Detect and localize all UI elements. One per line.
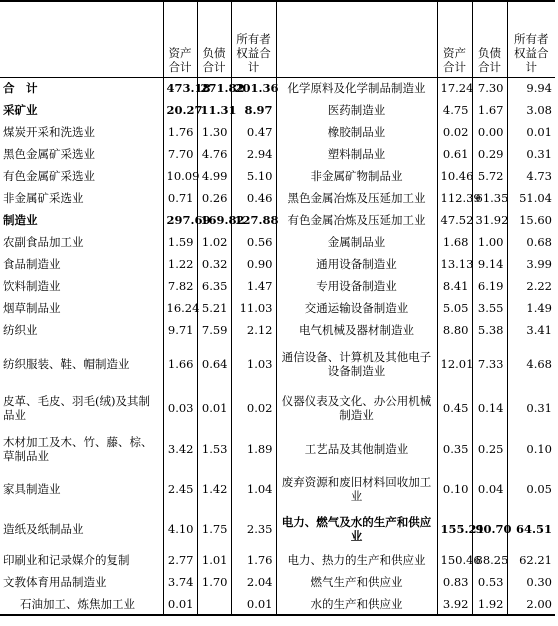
- industry-name-left: 皮革、毛皮、羽毛(绒)及其制品业: [0, 387, 163, 429]
- equity-left: 0.56: [231, 231, 276, 253]
- equity-left: 0.46: [231, 187, 276, 209]
- liabilities-right: 7.30: [472, 77, 507, 99]
- liabilities-left: 1.75: [197, 509, 231, 549]
- liabilities-left: 0.01: [197, 387, 231, 429]
- equity-right: 4.68: [526, 357, 552, 371]
- equity-left: 2.04: [231, 571, 276, 593]
- industry-name-right: 化学原料及化学制品制造业: [276, 77, 437, 99]
- assets-right: 3.92: [437, 593, 472, 615]
- equity-left: 2.12: [231, 319, 276, 341]
- liabilities-right: 0.00: [472, 121, 507, 143]
- industry-name-left: 有色金属矿采选业: [0, 165, 163, 187]
- assets-left: 1.22: [163, 253, 197, 275]
- liabilities-left: 11.31: [197, 99, 231, 121]
- assets-right: 0.35: [437, 429, 472, 469]
- header-liabilities-left: [197, 1, 231, 77]
- industry-name-left: 制造业: [0, 209, 163, 231]
- liabilities-left: 5.21: [197, 297, 231, 319]
- industry-name-right: 工艺品及其他制造业: [276, 429, 437, 469]
- table-row: [0, 187, 555, 209]
- liabilities-right: 31.92: [472, 209, 507, 231]
- industry-name-left: 采矿业: [0, 99, 163, 121]
- liabilities-left: 0.26: [197, 187, 231, 209]
- industry-name-left: 合 计: [0, 77, 163, 99]
- header-liabilities-label: 负债 合计: [202, 45, 226, 74]
- industry-name-right: 金属制品业: [276, 231, 437, 253]
- table-row: [0, 429, 555, 469]
- industry-name-left: 文教体育用品制造业: [0, 571, 163, 593]
- table-row: [0, 387, 555, 429]
- liabilities-right: 90.70: [472, 509, 507, 549]
- liabilities-left: 1.42: [197, 469, 231, 509]
- header-equity-label: 所有者 权益合 计: [514, 31, 549, 74]
- table-row: [0, 275, 555, 297]
- assets-left: 10.09: [163, 165, 197, 187]
- table-row: [0, 77, 555, 99]
- header-equity-left: [231, 1, 276, 77]
- liabilities-right: 1.92: [472, 593, 507, 615]
- table-row: [0, 143, 555, 165]
- assets-left: 2.45: [163, 469, 197, 509]
- liabilities-left: 1.70: [197, 571, 231, 593]
- industry-name-right: 塑料制品业: [276, 143, 437, 165]
- liabilities-right: 9.14: [472, 253, 507, 275]
- industry-name-right: 医药制造业: [276, 99, 437, 121]
- industry-name-left: 木材加工及木、竹、藤、棕、草制品业: [0, 429, 163, 469]
- industry-name-right: 仪器仪表及文化、办公用机械制造业: [276, 387, 437, 429]
- header-assets-left: [163, 1, 197, 77]
- equity-left: 0.01: [231, 593, 276, 615]
- equity-right: 51.04: [519, 191, 552, 205]
- industry-name-left: 黑色金属矿采选业: [0, 143, 163, 165]
- equity-left: 127.88: [231, 209, 276, 231]
- liabilities-right: 88.25: [472, 549, 507, 571]
- equity-left: 0.02: [231, 387, 276, 429]
- liabilities-left: 1.01: [197, 549, 231, 571]
- liabilities-right: 0.29: [472, 143, 507, 165]
- industry-name-right: 橡胶制品业: [276, 121, 437, 143]
- assets-right: 0.45: [437, 387, 472, 429]
- liabilities-right: 1.67: [472, 99, 507, 121]
- industry-name-left: 印刷业和记录媒介的复制: [0, 549, 163, 571]
- industry-name-left: 纺织业: [0, 319, 163, 341]
- liabilities-right: 0.14: [472, 387, 507, 429]
- equity-left: 0.47: [231, 121, 276, 143]
- industry-name-right: 水的生产和供应业: [276, 593, 437, 615]
- assets-left: 297.69: [163, 209, 197, 231]
- assets-left: 473.18: [163, 77, 197, 99]
- assets-right: 4.75: [437, 99, 472, 121]
- equity-right: 2.22: [526, 279, 552, 293]
- header-liabilities-right: [472, 1, 507, 77]
- assets-right: 8.41: [437, 275, 472, 297]
- assets-left: 2.77: [163, 549, 197, 571]
- table-row: [0, 121, 555, 143]
- equity-right: 0.05: [526, 482, 552, 496]
- equity-left: 201.36: [231, 77, 276, 99]
- industry-name-right: 非金属矿物制品业: [276, 165, 437, 187]
- table-row: [0, 509, 555, 549]
- assets-left: 3.42: [163, 429, 197, 469]
- assets-right: 0.83: [437, 571, 472, 593]
- equity-right: 3.41: [526, 323, 552, 337]
- liabilities-right: 5.72: [472, 165, 507, 187]
- assets-left: 1.66: [163, 341, 197, 387]
- assets-left: 0.71: [163, 187, 197, 209]
- liabilities-right: 0.04: [472, 469, 507, 509]
- industry-name-right: 有色金属冶炼及压延加工业: [276, 209, 437, 231]
- header-assets-right: [437, 1, 472, 77]
- equity-right: 62.21: [519, 553, 552, 567]
- equity-right: 9.94: [526, 81, 552, 96]
- assets-left: 0.01: [163, 593, 197, 615]
- header-assets-label: 资产 合计: [443, 45, 466, 74]
- equity-left: 1.04: [231, 469, 276, 509]
- liabilities-left: 1.30: [197, 121, 231, 143]
- liabilities-left: 169.82: [197, 209, 231, 231]
- header-industry-left: [0, 1, 163, 77]
- industry-name-right: 黑色金属冶炼及压延加工业: [276, 187, 437, 209]
- liabilities-left: 7.59: [197, 319, 231, 341]
- equity-right: 3.99: [526, 257, 552, 271]
- table-row: [0, 209, 555, 231]
- assets-right: 112.39: [437, 187, 472, 209]
- equity-right: 1.49: [526, 301, 552, 315]
- table-row: [0, 231, 555, 253]
- table-row: [0, 99, 555, 121]
- table-row: [0, 319, 555, 341]
- equity-right: 0.31: [526, 147, 552, 161]
- assets-right: 0.10: [437, 469, 472, 509]
- industry-name-right: 电气机械及器材制造业: [276, 319, 437, 341]
- table-row: [0, 341, 555, 387]
- liabilities-left: [197, 593, 231, 615]
- equity-left: 2.35: [231, 509, 276, 549]
- liabilities-left: 1.02: [197, 231, 231, 253]
- table-row: [0, 571, 555, 593]
- assets-left: 1.76: [163, 121, 197, 143]
- equity-right: 2.00: [507, 593, 555, 615]
- assets-right: 47.52: [437, 209, 472, 231]
- assets-left: 4.10: [163, 509, 197, 549]
- equity-left: 11.03: [231, 297, 276, 319]
- equity-right: 0.01: [526, 125, 552, 139]
- liabilities-left: 4.76: [197, 143, 231, 165]
- header-equity-right: [507, 1, 555, 77]
- assets-right: 155.21: [437, 509, 472, 549]
- assets-left: 16.24: [163, 297, 197, 319]
- assets-left: 3.74: [163, 571, 197, 593]
- liabilities-right: 5.38: [472, 319, 507, 341]
- equity-left: 1.47: [231, 275, 276, 297]
- assets-left: 7.70: [163, 143, 197, 165]
- assets-right: 5.05: [437, 297, 472, 319]
- industry-name-right: 电力、燃气及水的生产和供应业: [276, 509, 437, 549]
- table-row: [0, 165, 555, 187]
- liabilities-right: 0.53: [472, 571, 507, 593]
- equity-right: 0.31: [526, 401, 552, 415]
- industry-name-left: 造纸及纸制品业: [0, 509, 163, 549]
- equity-right: 0.30: [526, 575, 552, 589]
- industry-name-left: 食品制造业: [0, 253, 163, 275]
- equity-left: 5.10: [231, 165, 276, 187]
- assets-right: 0.02: [437, 121, 472, 143]
- equity-left: 8.97: [231, 99, 276, 121]
- equity-left: 2.94: [231, 143, 276, 165]
- equity-right: 15.60: [519, 213, 552, 227]
- industry-name-right: 燃气生产和供应业: [276, 571, 437, 593]
- equity-right: 3.08: [526, 103, 552, 117]
- liabilities-left: 4.99: [197, 165, 231, 187]
- equity-left: 1.03: [231, 341, 276, 387]
- header-industry-right: [276, 1, 437, 77]
- table-body: [0, 1, 555, 615]
- industry-name-left: 石油加工、炼焦加工业: [0, 593, 163, 615]
- equity-right: 4.73: [526, 169, 552, 183]
- liabilities-right: 61.35: [472, 187, 507, 209]
- industry-name-left: 农副食品加工业: [0, 231, 163, 253]
- liabilities-right: 1.00: [472, 231, 507, 253]
- industry-name-left: 家具制造业: [0, 469, 163, 509]
- table-row: [0, 593, 555, 615]
- liabilities-right: 7.33: [472, 341, 507, 387]
- assets-right: 12.01: [437, 341, 472, 387]
- header-equity-label: 所有者 权益合 计: [236, 31, 271, 74]
- assets-right: 150.46: [437, 549, 472, 571]
- industry-name-left: 纺织服装、鞋、帽制造业: [0, 341, 163, 387]
- assets-right: 17.24: [437, 77, 472, 99]
- assets-right: 1.68: [437, 231, 472, 253]
- equity-left: 1.76: [231, 549, 276, 571]
- header-assets-label: 资产 合计: [168, 45, 192, 74]
- liabilities-left: 0.32: [197, 253, 231, 275]
- table-row: [0, 469, 555, 509]
- equity-right: 64.51: [515, 522, 552, 536]
- assets-right: 8.80: [437, 319, 472, 341]
- industry-name-right: 通用设备制造业: [276, 253, 437, 275]
- liabilities-right: 6.19: [472, 275, 507, 297]
- industry-name-left: 烟草制品业: [0, 297, 163, 319]
- header-liabilities-label: 负债 合计: [478, 45, 501, 74]
- assets-left: 1.59: [163, 231, 197, 253]
- table-row: [0, 549, 555, 571]
- equity-right: 0.10: [526, 442, 552, 456]
- equity-left: 0.90: [231, 253, 276, 275]
- liabilities-right: 0.25: [472, 429, 507, 469]
- assets-left: 9.71: [163, 319, 197, 341]
- assets-right: 10.46: [437, 165, 472, 187]
- industry-name-right: 废弃资源和废旧材料回收加工业: [276, 469, 437, 509]
- industry-name-right: 专用设备制造业: [276, 275, 437, 297]
- equity-left: 1.89: [231, 429, 276, 469]
- industry-name-left: 饮料制造业: [0, 275, 163, 297]
- table-row: [0, 297, 555, 319]
- industry-name-right: 通信设备、计算机及其他电子设备制造业: [276, 341, 437, 387]
- industry-name-left: 煤炭开采和洗选业: [0, 121, 163, 143]
- liabilities-left: 1.53: [197, 429, 231, 469]
- industry-name-left: 非金属矿采选业: [0, 187, 163, 209]
- assets-right: 0.61: [437, 143, 472, 165]
- assets-right: 13.13: [437, 253, 472, 275]
- liabilities-left: 6.35: [197, 275, 231, 297]
- equity-right: 0.68: [526, 235, 552, 249]
- table-row: [0, 253, 555, 275]
- header-row: [0, 1, 555, 77]
- assets-left: 7.82: [163, 275, 197, 297]
- industry-name-right: 交通运输设备制造业: [276, 297, 437, 319]
- liabilities-left: 0.64: [197, 341, 231, 387]
- assets-left: 0.03: [163, 387, 197, 429]
- assets-left: 20.27: [163, 99, 197, 121]
- industry-name-right: 电力、热力的生产和供应业: [276, 549, 437, 571]
- liabilities-left: 271.82: [197, 77, 231, 99]
- liabilities-right: 3.55: [472, 297, 507, 319]
